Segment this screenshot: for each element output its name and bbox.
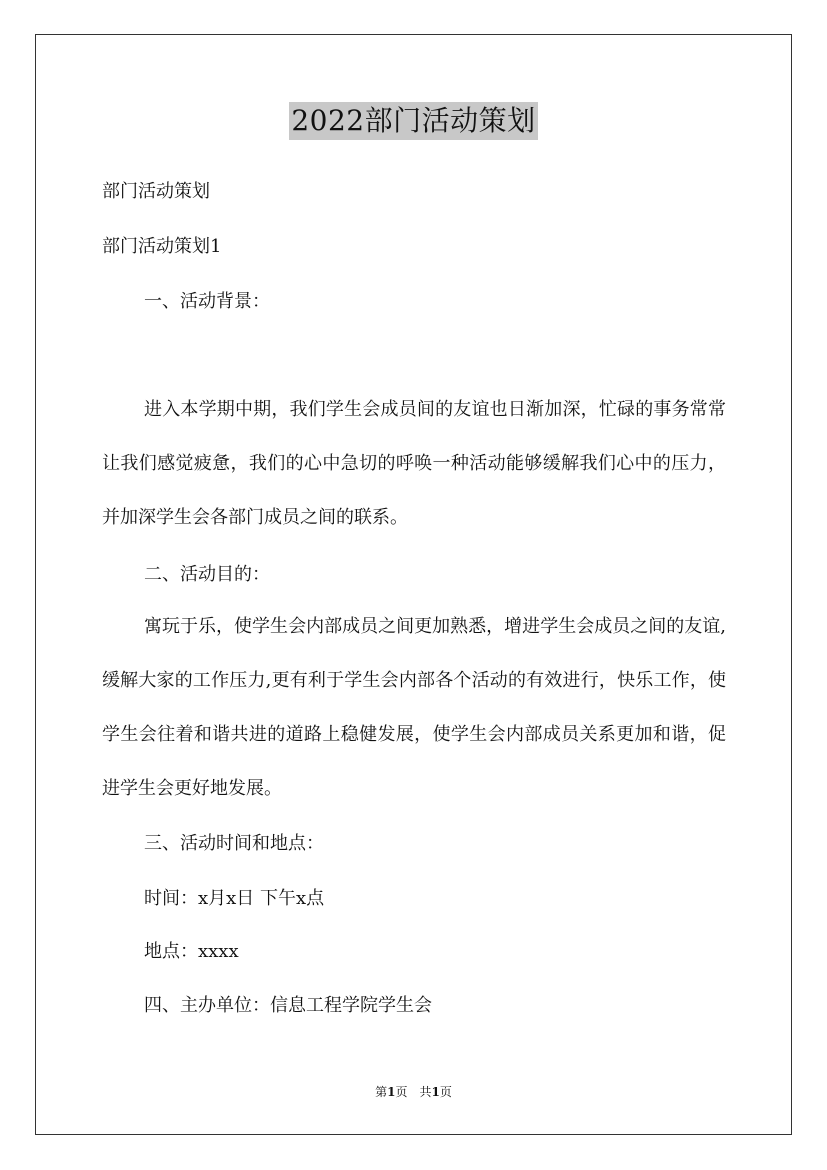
document-subtitle: 部门活动策划	[102, 181, 210, 202]
title-wrap	[0, 102, 827, 140]
document-title: 2022部门活动策划	[289, 102, 537, 140]
section-1-body: 进入本学期中期，我们学生会成员间的友谊也日渐加深，忙碌的事务常常让我们感觉疲惫，我们的心中急切的呼唤一种活动能够缓解我们心中的压力，并加深学生会各部门成员之间的联系。	[102, 399, 726, 528]
document-subheading: 部门活动策划1	[102, 236, 222, 257]
section-4-line: 四、主办单位：信息工程学院学生会	[144, 995, 432, 1016]
footer-suffix: 页	[439, 1085, 452, 1099]
footer-mid: 页 共	[395, 1085, 432, 1099]
section-2-heading: 二、活动目的：	[144, 564, 270, 585]
footer-page-current: 1	[387, 1085, 396, 1099]
section-1-heading: 一、活动背景：	[144, 291, 270, 312]
footer-page-total: 1	[431, 1085, 440, 1099]
section-3-heading: 三、活动时间和地点：	[144, 833, 324, 854]
event-place: 地点：xxxx	[144, 941, 239, 962]
footer-prefix: 第	[375, 1085, 388, 1099]
section-2-body: 寓玩于乐，使学生会内部成员之间更加熟悉，增进学生会成员之间的友谊,缓解大家的工作压力,更有利于学生会内部各个活动的有效进行，快乐工作，使学生会往着和谐共进的道路上稳健发展，使学生会内部成员关系更加和谐，促进学生会更好地发展。	[102, 616, 726, 799]
page-footer	[0, 1084, 827, 1100]
event-time: 时间：x月x日 下午x点	[144, 888, 325, 909]
